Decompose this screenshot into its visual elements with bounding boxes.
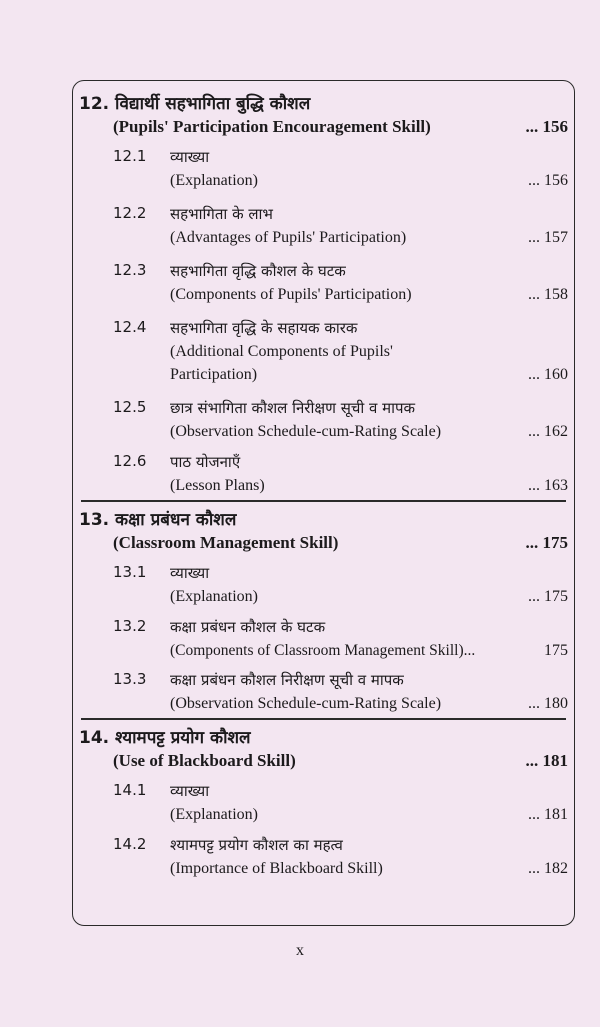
- section-title-english: (Explanation): [170, 588, 258, 605]
- section-page: ... 158: [528, 286, 568, 303]
- section-title-english: (Explanation): [170, 172, 258, 189]
- section-number: 14.2: [113, 835, 147, 853]
- chapter-page: ... 175: [525, 533, 568, 552]
- section-title-hindi: व्याख्या: [170, 782, 210, 800]
- section-page: ... 162: [528, 423, 568, 440]
- section-title-english: (Importance of Blackboard Skill): [170, 860, 383, 877]
- section-number: 13.1: [113, 563, 147, 581]
- section-number: 14.1: [113, 781, 147, 799]
- chapter-page: ... 181: [525, 751, 568, 770]
- section-title-english: (Advantages of Pupils' Participation): [170, 229, 407, 246]
- section-number: 12.3: [113, 261, 147, 279]
- chapter-number: 12.: [79, 94, 110, 114]
- chapter-title-hi: [79, 725, 251, 748]
- section-title-english-cont: Participation): [170, 366, 258, 383]
- section-page: ... 156: [528, 172, 568, 189]
- section-title-hindi: श्यामपट्ट प्रयोग कौशल का महत्व: [170, 836, 343, 854]
- section-title-english: (Components of Pupils' Participation): [170, 286, 412, 303]
- chapter-title-english: (Classroom Management Skill): [113, 533, 339, 552]
- chapter-page: ... 156: [525, 117, 568, 136]
- chapter-title-english: (Pupils' Participation Encouragement Skill): [113, 117, 431, 136]
- chapter-title-english: (Use of Blackboard Skill): [113, 751, 296, 770]
- section-title-hindi: कक्षा प्रबंधन कौशल निरीक्षण सूची व मापक: [170, 671, 404, 689]
- section-page: ... 157: [528, 229, 568, 246]
- section-number: 12.5: [113, 398, 147, 416]
- section-page: ... 182: [528, 860, 568, 877]
- section-title-hindi: सहभागिता के लाभ: [170, 205, 273, 223]
- section-page: ... 180: [528, 695, 568, 712]
- section-page: ... 175: [528, 588, 568, 605]
- chapter-title-hindi: श्यामपट्ट प्रयोग कौशल: [115, 728, 251, 748]
- section-title-hindi: कक्षा प्रबंधन कौशल के घटक: [170, 618, 326, 636]
- section-title-hindi: व्याख्या: [170, 148, 210, 166]
- section-title-hindi: सहभागिता वृद्धि कौशल के घटक: [170, 262, 346, 280]
- chapter-number: 14.: [79, 728, 110, 748]
- chapter-title-hi: [79, 91, 310, 114]
- section-number: 12.6: [113, 452, 147, 470]
- section-number: 12.2: [113, 204, 147, 222]
- chapter-title-hi: [79, 507, 236, 530]
- section-title-english: (Observation Schedule-cum-Rating Scale): [170, 695, 442, 712]
- section-number: 12.1: [113, 147, 147, 165]
- section-title-hindi: छात्र संभागिता कौशल निरीक्षण सूची व मापक: [170, 399, 416, 417]
- section-page: ... 163: [528, 477, 568, 494]
- section-title-english: (Lesson Plans): [170, 477, 265, 494]
- section-title-english: (Additional Components of Pupils': [170, 343, 393, 360]
- section-title-hindi: सहभागिता वृद्धि के सहायक कारक: [170, 319, 358, 337]
- section-title-hindi: व्याख्या: [170, 564, 210, 582]
- section-number: 13.3: [113, 670, 147, 688]
- section-title-english: (Observation Schedule-cum-Rating Scale): [170, 423, 442, 440]
- section-number: 13.2: [113, 617, 147, 635]
- section-title-hindi: पाठ योजनाएँ: [170, 453, 241, 471]
- chapter-divider: [81, 500, 566, 502]
- chapter-title-hindi: कक्षा प्रबंधन कौशल: [115, 510, 237, 530]
- chapter-title-hindi: विद्यार्थी सहभागिता बुद्धि कौशल: [115, 94, 311, 114]
- chapter-number: 13.: [79, 510, 110, 530]
- chapter-divider: [81, 718, 566, 720]
- page-number: x: [296, 942, 304, 959]
- section-page: ... 160: [528, 366, 568, 383]
- toc-frame: [72, 80, 575, 926]
- section-number: 12.4: [113, 318, 147, 336]
- section-title-english: (Explanation): [170, 806, 258, 823]
- section-title-english: (Components of Classroom Management Skill)...: [170, 642, 476, 659]
- section-page: 175: [544, 642, 568, 659]
- section-page: ... 181: [528, 806, 568, 823]
